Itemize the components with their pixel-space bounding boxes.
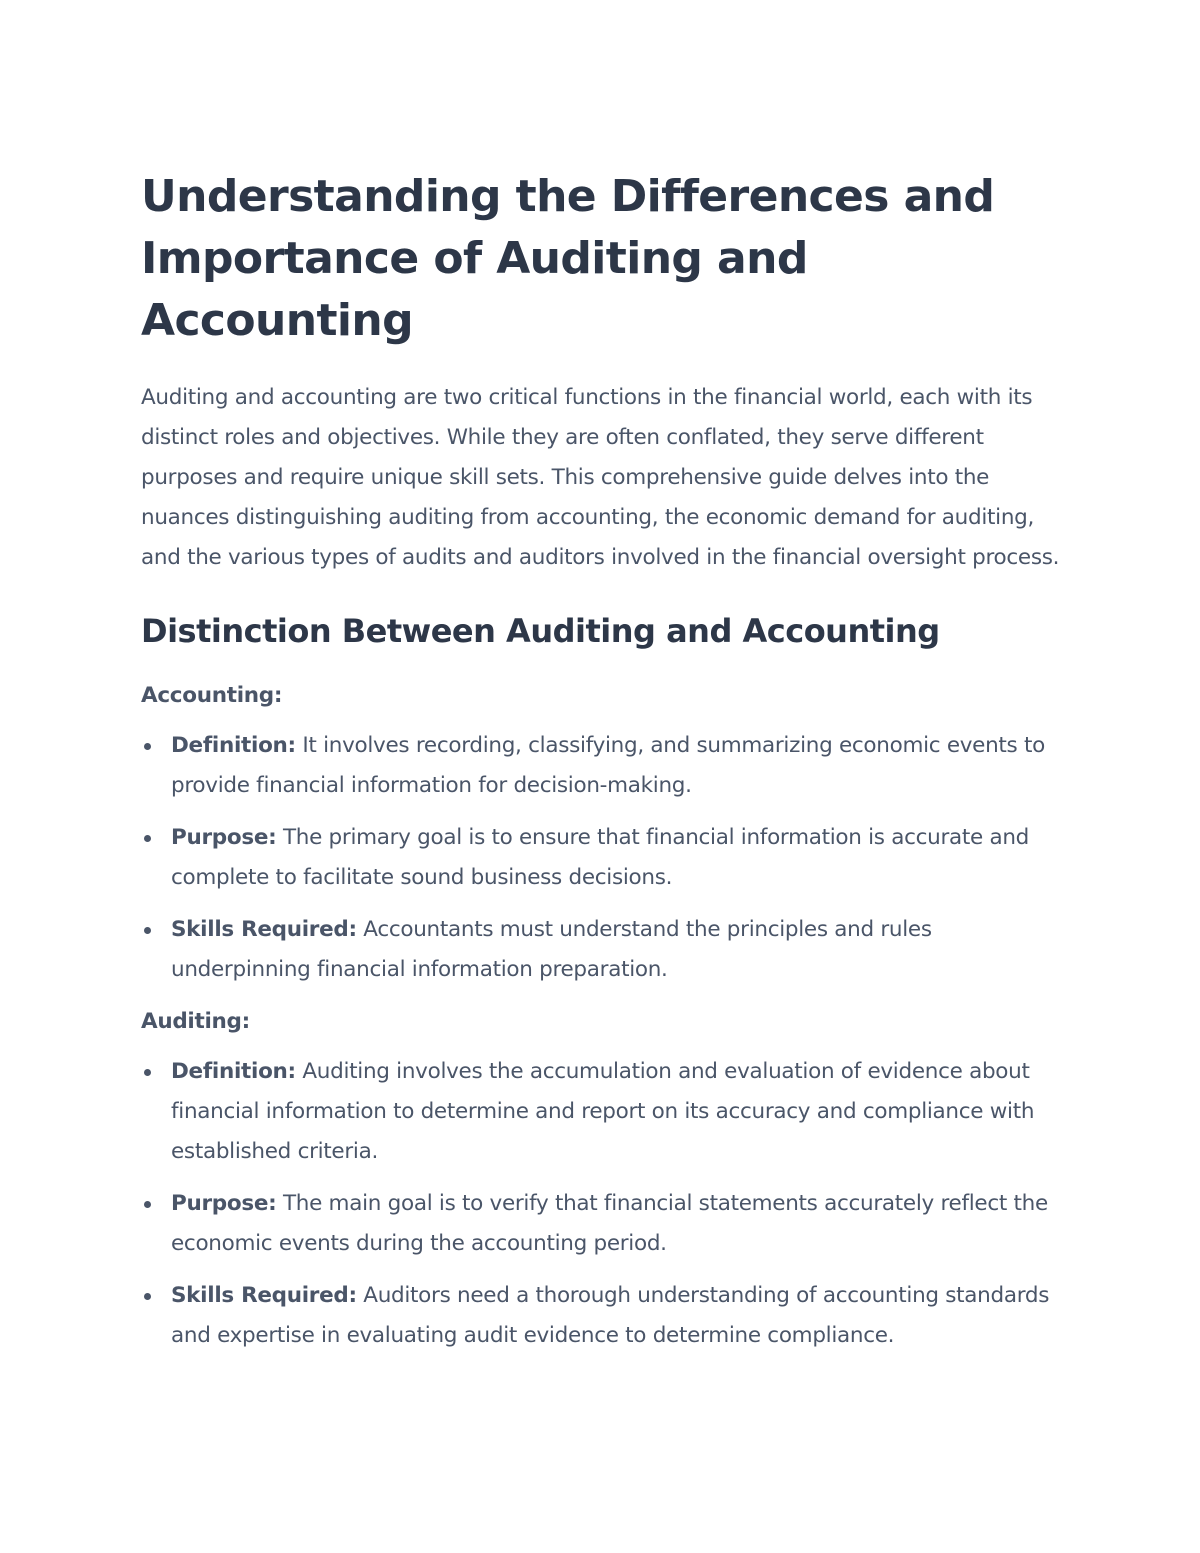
intro-paragraph: Auditing and accounting are two critical functions in the financial world, each with its distinct roles and objectives. While they are often conflated, they serve different purposes and require unique skill sets. This comprehensive guide delves into the nuances distinguishing auditing from accounting, the economic demand for auditing, and the various types of audits and auditors involved in the financial oversight process. <box>141 385 1060 570</box>
section-heading: Distinction Between Auditing and Accounting <box>141 612 940 650</box>
list-item-text: Auditors need a thorough understanding of accounting standards and expertise in evaluating audit evidence to determine compliance. <box>171 1283 1050 1348</box>
list-item <box>141 1052 1061 1172</box>
list-item-term: Definition: <box>171 1059 296 1084</box>
list-item-term: Purpose: <box>171 825 277 850</box>
accounting-subheading: Accounting: <box>141 683 283 708</box>
list-item-text: The main goal is to verify that financial statements accurately reflect the economic events during the accounting period. <box>171 1191 1048 1256</box>
list-item <box>141 1184 1061 1264</box>
bullet-icon <box>144 835 151 842</box>
auditing-list <box>141 1052 1061 1356</box>
bullet-icon <box>144 743 151 750</box>
document-page <box>141 166 1061 1368</box>
list-item-term: Definition: <box>171 733 296 758</box>
list-item-term: Purpose: <box>171 1191 277 1216</box>
bullet-icon <box>144 1293 151 1300</box>
list-item-text: Accountants must understand the principles and rules underpinning financial information preparation. <box>171 917 932 982</box>
bullet-icon <box>144 927 151 934</box>
list-item-text: The primary goal is to ensure that financial information is accurate and complete to facilitate sound business decisions. <box>171 825 1030 890</box>
accounting-list <box>141 726 1061 990</box>
list-item <box>141 818 1061 898</box>
page-title: Understanding the Differences and Importance of Auditing and Accounting <box>141 171 995 346</box>
auditing-subheading: Auditing: <box>141 1009 250 1034</box>
bullet-icon <box>144 1069 151 1076</box>
list-item <box>141 910 1061 990</box>
list-item-text: It involves recording, classifying, and summarizing economic events to provide financial information for decision-making. <box>171 733 1045 798</box>
list-item <box>141 726 1061 806</box>
bullet-icon <box>144 1201 151 1208</box>
list-item-term: Skills Required: <box>171 917 357 942</box>
list-item <box>141 1276 1061 1356</box>
list-item-text: Auditing involves the accumulation and evaluation of evidence about financial information to determine and report on its accuracy and compliance with established criteria. <box>171 1059 1035 1164</box>
list-item-term: Skills Required: <box>171 1283 357 1308</box>
